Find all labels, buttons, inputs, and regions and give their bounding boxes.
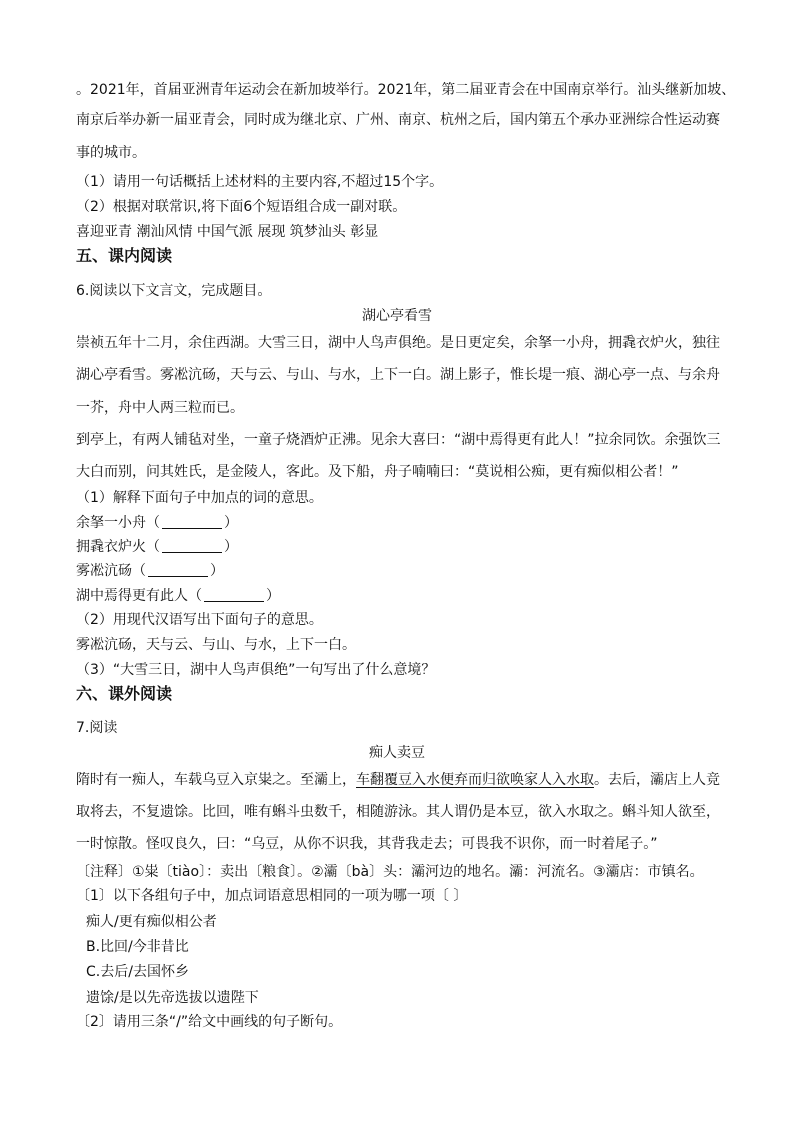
- annotation-note: 〔注释〕①粜〔tiào〕：卖出〔粮食〕。②灞〔bà〕头：灞河边的地名。灞：河流名。③灞店：市镇名。: [76, 864, 704, 880]
- passage-1-line-3: 一芥，舟中人两三粒而已。: [76, 400, 244, 416]
- material-question-2: （2）根据对联常识,将下面6个短语组合成一副对联。: [76, 199, 407, 215]
- passage-1-line-2: 湖心亭看雪。雾凇沆砀，天与云、与山、与水，上下一白。湖上影子，惟长堤一痕、湖心亭一点、与余舟: [76, 367, 720, 383]
- passage-1-line-1: 崇祯五年十二月，余住西湖。大雪三日，湖中人鸟声俱绝。是日更定矣，余拏一小舟，拥毳衣炉火，独往: [76, 335, 720, 351]
- passage-2-line-1: 到亭上，有两人铺毡对坐，一童子烧酒炉正沸。见余大喜曰：“湖中焉得更有此人！”拉余同饮。余强饮三: [76, 432, 721, 448]
- section-5-question-1: （1）解释下面句子中加点的词的意思。: [76, 490, 323, 506]
- passage-title-chiren: 痴人卖豆: [369, 745, 425, 761]
- passage-3-line-1: 隋时有一痴人，车载乌豆入京粜之。至灞上，车翻覆豆入水便弃而归欲唤家人入水取。去后，灞店上人竞: [76, 772, 720, 788]
- section-5-question-2-sentence: 雾凇沆砀，天与云、与山、与水，上下一白。: [76, 637, 356, 653]
- section-5-question-2: （2）用现代汉语写出下面句子的意思。: [76, 612, 323, 628]
- section-6-intro: 7.阅读: [76, 720, 118, 736]
- option-d: 遗馀/是以先帝选拔以遗陛下: [86, 990, 259, 1006]
- material-line-3: 事的城市。: [76, 145, 146, 161]
- explain-item-1: 余拏一小舟（ ）: [76, 515, 238, 531]
- explain-item-4: 湖中焉得更有此人（ ）: [76, 588, 280, 604]
- couplet-phrases: 喜迎亚青 潮汕风情 中国气派 展现 筑梦汕头 彰显: [76, 224, 379, 240]
- section-5-heading: 五、课内阅读: [76, 246, 173, 265]
- section-6-heading: 六、课外阅读: [76, 684, 173, 703]
- section-6-question-1: 〔1〕以下各组句子中，加点词语意思相同的一项为哪一项〔 〕: [76, 888, 468, 904]
- section-5-intro: 6.阅读以下文言文，完成题目。: [76, 283, 272, 299]
- material-line-2: 南京后举办新一届亚青会，同时成为继北京、广州、南京、杭州之后，国内第五个承办亚洲综合性运动赛: [76, 112, 720, 128]
- passage-3-line-2: 取将去，不复遗馀。比回，唯有蝌斗虫数千，相随游泳。其人谓仍是本豆，欲入水取之。蝌斗知人欲至，: [76, 804, 720, 820]
- explain-item-3: 雾凇沆砀（ ）: [76, 563, 224, 579]
- passage-2-line-2: 大白而别，问其姓氏，是金陵人，客此。及下船，舟子喃喃曰：“莫说相公痴，更有痴似相公者！”: [76, 464, 679, 480]
- answer-blank[interactable]: [148, 562, 208, 577]
- section-6-question-2: 〔2〕请用三条“/”给文中画线的句子断句。: [76, 1014, 343, 1030]
- answer-blank[interactable]: [162, 514, 222, 529]
- answer-blank[interactable]: [204, 587, 264, 602]
- option-b: B.比回/今非昔比: [86, 939, 189, 955]
- option-a: 痴人/更有痴似相公者: [86, 914, 217, 930]
- option-c: C.去后/去国怀乡: [86, 964, 189, 980]
- explain-item-2: 拥毳衣炉火（ ）: [76, 539, 238, 555]
- passage-title-huxinting: 湖心亭看雪: [362, 308, 432, 324]
- section-5-question-3: （3）“大雪三日，湖中人鸟声俱绝”一句写出了什么意境？: [76, 662, 436, 678]
- material-line-1: 。2021年，首届亚洲青年运动会在新加坡举行。2021年，第二届亚青会在中国南京举行。汕头继新加坡、: [76, 82, 736, 98]
- underlined-sentence: 车翻覆豆入水便弃而归欲唤家人入水取: [356, 772, 594, 788]
- answer-blank[interactable]: [162, 538, 222, 553]
- passage-3-line-3: 一时惊散。怪叹良久，曰：“乌豆，从你不识我，其背我走去；可畏我不识你，而一时着尾子。”: [76, 836, 658, 852]
- material-question-1: （1）请用一句话概括上述材料的主要内容,不超过15个字。: [76, 174, 444, 190]
